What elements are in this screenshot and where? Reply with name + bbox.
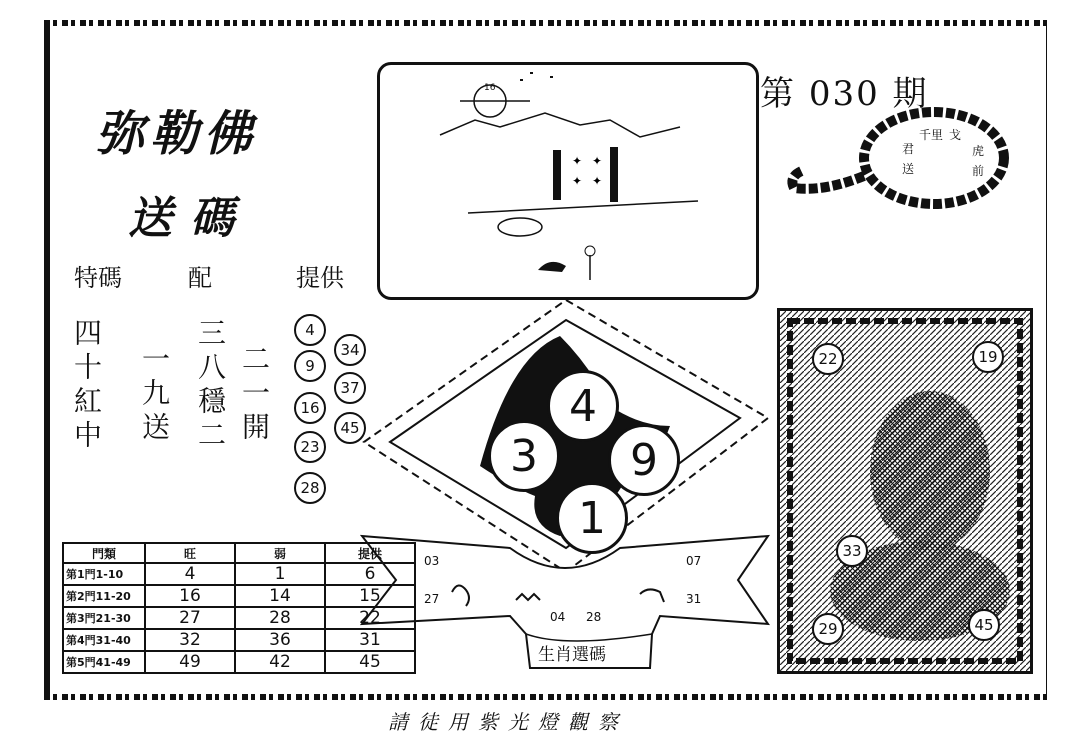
footer-note: 請徒用紫光燈觀察 (388, 710, 628, 734)
bead-text-2: 戈 (949, 128, 962, 142)
circled-number: 9 (294, 350, 326, 382)
table-row (63, 563, 415, 585)
zodiac-banner (360, 528, 770, 674)
table-header: 弱 (235, 543, 325, 563)
table-row (63, 585, 415, 607)
zodiac-number: 28 (586, 610, 602, 624)
circled-number: 28 (294, 472, 326, 504)
table-cell: 22 (325, 607, 415, 629)
svg-text:✦: ✦ (592, 154, 603, 168)
page-title: 弥勒佛 (96, 106, 259, 162)
circled-number: 23 (294, 431, 326, 463)
table-cell: 6 (325, 563, 415, 585)
diamond-number: 4 (547, 370, 619, 442)
scene-illustration (380, 65, 756, 297)
bead-text-5: 送 (902, 162, 915, 176)
poem-column-1: 四十紅中 (70, 318, 103, 454)
zodiac-label: 生肖選碼 (538, 645, 606, 665)
zodiac-number: 27 (424, 592, 440, 606)
photo-number: 22 (812, 343, 844, 375)
zodiac-number: 03 (424, 554, 440, 568)
table-cell: 1 (235, 563, 325, 585)
zodiac-number: 07 (686, 554, 702, 568)
table-cell: 42 (235, 651, 325, 673)
bead-text-6: 前 (972, 164, 985, 178)
table-cell: 31 (325, 629, 415, 651)
circled-number: 37 (334, 372, 366, 404)
svg-text:✦: ✦ (572, 154, 583, 168)
special-code-label: 特碼 (74, 264, 122, 292)
buddha-image (777, 308, 1033, 674)
photo-number: 33 (836, 535, 868, 567)
circled-number: 34 (334, 334, 366, 366)
row-label: 第5門41-49 (63, 651, 145, 673)
period-suffix: 期 (892, 74, 929, 114)
zodiac-number: 04 (550, 610, 566, 624)
table-header: 旺 (145, 543, 235, 563)
photo-number: 19 (972, 341, 1004, 373)
period-number: 030 (808, 74, 880, 114)
bead-necklace-icon (784, 96, 1010, 222)
table-cell: 28 (235, 607, 325, 629)
row-label: 第2門11-20 (63, 585, 145, 607)
poem-column-2: 一九送 (138, 344, 171, 446)
row-label: 第1門1-10 (63, 563, 145, 585)
bead-text-4: 虎 (972, 144, 985, 158)
diamond-number: 9 (608, 424, 680, 496)
match-label: 配 (188, 264, 212, 292)
photo-number: 29 (812, 613, 844, 645)
table-cell: 49 (145, 651, 235, 673)
table-cell: 32 (145, 629, 235, 651)
table-cell: 27 (145, 607, 235, 629)
diamond-number: 3 (488, 420, 560, 492)
bead-necklace (784, 96, 1010, 222)
bead-text-1: 千里 (919, 128, 944, 142)
scene-box (377, 62, 759, 300)
provide-label: 提供 (296, 264, 344, 292)
photo-number: 45 (968, 609, 1000, 641)
table-cell: 4 (145, 563, 235, 585)
poem-column-3: 三八穩二 (194, 318, 227, 454)
stats-table (62, 542, 416, 674)
poem-column-4: 二一開 (238, 344, 271, 446)
svg-text:✦: ✦ (592, 174, 603, 188)
circled-number: 4 (294, 314, 326, 346)
circled-number: 16 (294, 392, 326, 424)
period-prefix: 第 (760, 74, 796, 114)
table-row (63, 629, 415, 651)
table-cell: 15 (325, 585, 415, 607)
bead-text-3: 君 (902, 142, 915, 156)
table-cell: 16 (145, 585, 235, 607)
table-row (63, 651, 415, 673)
table-header-row (63, 543, 415, 563)
table-row (63, 607, 415, 629)
row-label: 第3門21-30 (63, 607, 145, 629)
moon-number: 16 (484, 83, 496, 93)
table-header: 門類 (63, 543, 145, 563)
page-subtitle: 送碼 (128, 193, 252, 244)
row-label: 第4門31-40 (63, 629, 145, 651)
table-header: 提供 (325, 543, 415, 563)
svg-text:✦: ✦ (572, 174, 583, 188)
diamond-number: 1 (556, 482, 628, 554)
table-cell: 36 (235, 629, 325, 651)
circled-number: 45 (334, 412, 366, 444)
table-cell: 14 (235, 585, 325, 607)
zodiac-number: 31 (686, 592, 702, 606)
table-cell: 45 (325, 651, 415, 673)
